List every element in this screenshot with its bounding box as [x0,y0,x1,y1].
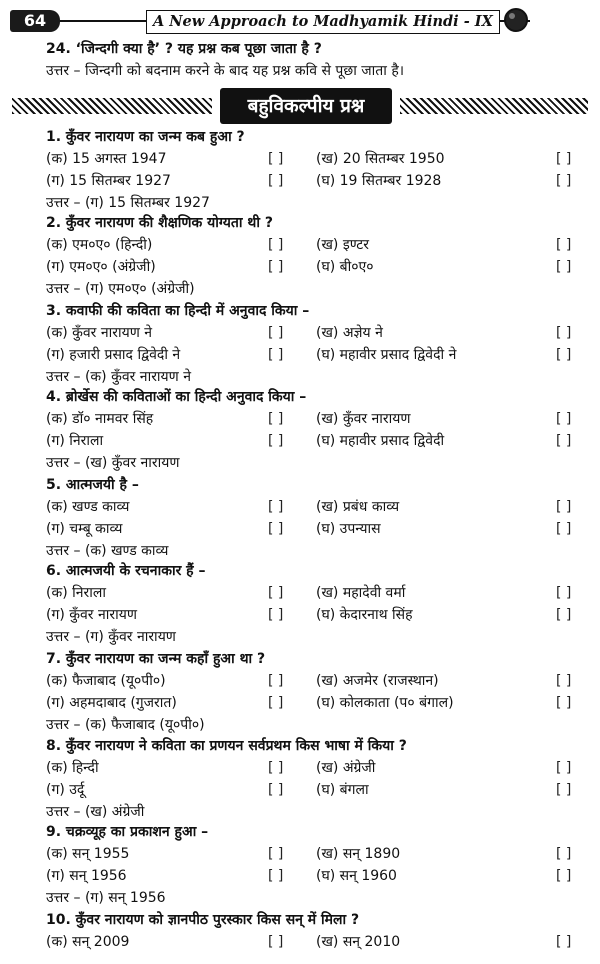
option-2-1: (क) एम०ए० (हिन्दी) [46,237,153,253]
page-number: 64 [10,10,60,32]
option-9-4: (घ) सन् 1960 [316,868,397,884]
checkbox-5-3[interactable]: [ ] [268,521,284,537]
checkbox-3-1[interactable]: [ ] [268,325,284,341]
checkbox-8-4[interactable]: [ ] [556,782,572,798]
checkbox-8-1[interactable]: [ ] [268,760,284,776]
hatch-left [12,98,212,114]
question-8: 8. कुँवर नारायण ने कविता का प्रणयन सर्वप्रथम किस भाषा में किया ? [46,738,407,754]
option-8-1: (क) हिन्दी [46,760,99,776]
answer-9: उत्तर – (ग) सन् 1956 [46,890,166,906]
checkbox-3-3[interactable]: [ ] [268,347,284,363]
question-7: 7. कुँवर नारायण का जन्म कहाँ हुआ था ? [46,651,266,667]
option-6-1: (क) निराला [46,585,106,601]
checkbox-4-3[interactable]: [ ] [268,433,284,449]
question-10: 10. कुँवर नारायण को ज्ञानपीठ पुरस्कार किस सन् में मिला ? [46,912,360,928]
option-9-2: (ख) सन् 1890 [316,846,401,862]
option-4-4: (घ) महावीर प्रसाद द्विवेदी [316,433,445,449]
checkbox-1-1[interactable]: [ ] [268,151,284,167]
checkbox-9-1[interactable]: [ ] [268,846,284,862]
page-header [10,10,590,32]
question-3: 3. कवाफी की कविता का हिन्दी में अनुवाद किया – [46,303,310,319]
checkbox-7-1[interactable]: [ ] [268,673,284,689]
option-2-3: (ग) एम०ए० (अंग्रेजी) [46,259,156,275]
option-5-1: (क) खण्ड काव्य [46,499,130,515]
globe-icon [504,8,528,32]
option-4-1: (क) डॉ० नामवर सिंह [46,411,154,427]
checkbox-4-4[interactable]: [ ] [556,433,572,449]
option-7-2: (ख) अजमेर (राजस्थान) [316,673,439,689]
option-10-2: (ख) सन् 2010 [316,934,401,950]
hatch-right [400,98,588,114]
checkbox-7-4[interactable]: [ ] [556,695,572,711]
question-9: 9. चक्रव्यूह का प्रकाशन हुआ – [46,824,209,840]
option-4-2: (ख) कुँवर नारायण [316,411,411,427]
book-title: A New Approach to Madhyamik Hindi - IX [146,10,500,34]
option-6-3: (ग) कुँवर नारायण [46,607,137,623]
checkbox-7-3[interactable]: [ ] [268,695,284,711]
checkbox-6-2[interactable]: [ ] [556,585,572,601]
option-3-2: (ख) अज्ञेय ने [316,325,383,341]
checkbox-10-1[interactable]: [ ] [268,934,284,950]
checkbox-3-2[interactable]: [ ] [556,325,572,341]
option-5-3: (ग) चम्बू काव्य [46,521,123,537]
option-9-1: (क) सन् 1955 [46,846,130,862]
question-4: 4. ब्रोर्खेस की कविताओं का हिन्दी अनुवाद किया – [46,389,307,405]
checkbox-9-3[interactable]: [ ] [268,868,284,884]
option-4-3: (ग) निराला [46,433,104,449]
option-5-4: (घ) उपन्यास [316,521,381,537]
option-7-4: (घ) कोलकाता (प० बंगाल) [316,695,454,711]
answer-5: उत्तर – (क) खण्ड काव्य [46,543,169,559]
option-1-3: (ग) 15 सितम्बर 1927 [46,173,171,189]
option-8-3: (ग) उर्दू [46,782,85,798]
option-1-4: (घ) 19 सितम्बर 1928 [316,173,442,189]
option-6-2: (ख) महादेवी वर्मा [316,585,406,601]
checkbox-8-3[interactable]: [ ] [268,782,284,798]
checkbox-6-4[interactable]: [ ] [556,607,572,623]
checkbox-5-1[interactable]: [ ] [268,499,284,515]
answer-7: उत्तर – (क) फैजाबाद (यू०पी०) [46,717,205,733]
option-1-1: (क) 15 अगस्त 1947 [46,151,167,167]
checkbox-7-2[interactable]: [ ] [556,673,572,689]
checkbox-5-4[interactable]: [ ] [556,521,572,537]
option-9-3: (ग) सन् 1956 [46,868,127,884]
checkbox-10-2[interactable]: [ ] [556,934,572,950]
option-3-3: (ग) हजारी प्रसाद द्विवेदी ने [46,347,181,363]
checkbox-6-1[interactable]: [ ] [268,585,284,601]
checkbox-5-2[interactable]: [ ] [556,499,572,515]
checkbox-9-4[interactable]: [ ] [556,868,572,884]
checkbox-1-4[interactable]: [ ] [556,173,572,189]
answer-3: उत्तर – (क) कुँवर नारायण ने [46,369,192,385]
option-7-1: (क) फैजाबाद (यू०पी०) [46,673,166,689]
checkbox-1-2[interactable]: [ ] [556,151,572,167]
checkbox-1-3[interactable]: [ ] [268,173,284,189]
question-6: 6. आत्मजयी के रचनाकार हैं – [46,563,206,579]
section-title: बहुविकल्पीय प्रश्न [220,88,392,124]
checkbox-9-2[interactable]: [ ] [556,846,572,862]
option-8-2: (ख) अंग्रेजी [316,760,376,776]
checkbox-2-4[interactable]: [ ] [556,259,572,275]
option-3-4: (घ) महावीर प्रसाद द्विवेदी ने [316,347,457,363]
question-5: 5. आत्मजयी है – [46,477,139,493]
prev-answer: उत्तर – जिन्दगी को बदनाम करने के बाद यह प्रश्न कवि से पूछा जाता है। [46,63,405,79]
checkbox-2-3[interactable]: [ ] [268,259,284,275]
section-banner [12,88,588,126]
option-3-1: (क) कुँवर नारायण ने [46,325,153,341]
answer-6: उत्तर – (ग) कुँवर नारायण [46,629,176,645]
question-1: 1. कुँवर नारायण का जन्म कब हुआ ? [46,129,245,145]
checkbox-2-1[interactable]: [ ] [268,237,284,253]
checkbox-4-2[interactable]: [ ] [556,411,572,427]
option-2-2: (ख) इण्टर [316,237,369,253]
answer-8: उत्तर – (ख) अंग्रेजी [46,804,145,820]
question-2: 2. कुँवर नारायण की शैक्षणिक योग्यता थी ? [46,215,273,231]
option-1-2: (ख) 20 सितम्बर 1950 [316,151,445,167]
option-5-2: (ख) प्रबंध काव्य [316,499,400,515]
option-7-3: (ग) अहमदाबाद (गुजरात) [46,695,177,711]
prev-question: 24. ‘जिन्दगी क्या है’ ? यह प्रश्न कब पूछा जाता है ? [46,41,322,57]
checkbox-4-1[interactable]: [ ] [268,411,284,427]
option-8-4: (घ) बंगला [316,782,369,798]
checkbox-8-2[interactable]: [ ] [556,760,572,776]
answer-4: उत्तर – (ख) कुँवर नारायण [46,455,180,471]
option-2-4: (घ) बी०ए० [316,259,374,275]
checkbox-2-2[interactable]: [ ] [556,237,572,253]
checkbox-3-4[interactable]: [ ] [556,347,572,363]
option-10-1: (क) सन् 2009 [46,934,130,950]
answer-1: उत्तर – (ग) 15 सितम्बर 1927 [46,195,210,211]
checkbox-6-3[interactable]: [ ] [268,607,284,623]
option-6-4: (घ) केदारनाथ सिंह [316,607,413,623]
answer-2: उत्तर – (ग) एम०ए० (अंग्रेजी) [46,281,195,297]
